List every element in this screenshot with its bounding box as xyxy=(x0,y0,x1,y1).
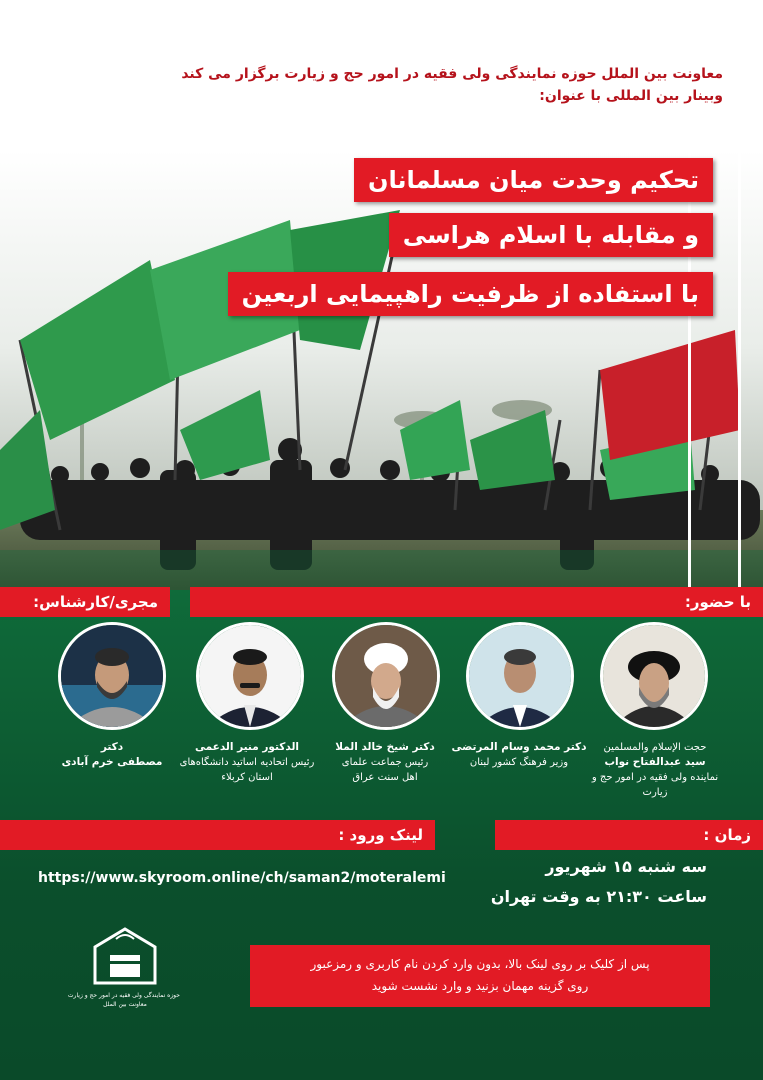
speaker-name: حجت الإسلام والمسلمین سید عبدالفتاح نواب نماینده ولی فقیه در امور حج و زیارت xyxy=(591,742,719,798)
speaker-name: دکتر شیخ خالد الملا رئیس جماعت علمای اهل سنت عراق xyxy=(335,741,435,783)
event-date: سه شنبه ۱۵ شهریور xyxy=(545,857,707,876)
logo-icon xyxy=(70,925,180,987)
title-line-3: با استفاده از ظرفیت راهپیمایی اربعین xyxy=(228,272,713,316)
title-line-2: و مقابله با اسلام هراسی xyxy=(389,213,713,257)
divider-line xyxy=(738,150,741,590)
organizer-line: معاونت بین الملل حوزه نمایندگی ولی فقیه در امور حج و زیارت برگزار می کند xyxy=(181,66,723,82)
organization-logo xyxy=(67,925,180,1015)
host-bar: مجری/کارشناس: xyxy=(0,587,170,617)
host-avatar xyxy=(58,622,166,730)
link-bar: لینک ورود : xyxy=(0,820,435,850)
attendees-bar: با حضور: xyxy=(190,587,763,617)
logo-caption: حوزه نمایندگی ولی فقیه در امور حج و زیارت معاونت بین الملل xyxy=(67,992,180,1008)
host-name: دکتر مصطفی خرم آبادی xyxy=(61,741,163,768)
instruction-note: پس از کلیک بر روی لینک بالا، بدون وارد کردن نام کاربری و رمزعبور روی گزینه مهمان بزنید و وارد نشست شوید xyxy=(250,945,710,1007)
speaker-avatar xyxy=(600,622,708,730)
speaker-name: الدکتور منیر الدعمی رئیس اتحادیه اساتید دانشگاه‌های استان کربلاء xyxy=(179,741,315,783)
speaker-avatar xyxy=(196,622,304,730)
speaker-name: دکتر محمد وسام المرتضی وزیر فرهنگ کشور لبنان xyxy=(451,741,587,768)
speaker-avatar xyxy=(332,622,440,730)
event-time: ساعت ۲۱:۳۰ به وقت تهران xyxy=(490,887,707,906)
title-line-1: تحکیم وحدت میان مسلمانان xyxy=(354,158,713,202)
speaker-avatar xyxy=(466,622,574,730)
join-link[interactable]: https://www.skyroom.online/ch/saman2/moteralemi xyxy=(38,870,446,886)
time-bar: زمان : xyxy=(495,820,763,850)
webinar-label: وبینار بین المللی با عنوان: xyxy=(539,88,723,104)
